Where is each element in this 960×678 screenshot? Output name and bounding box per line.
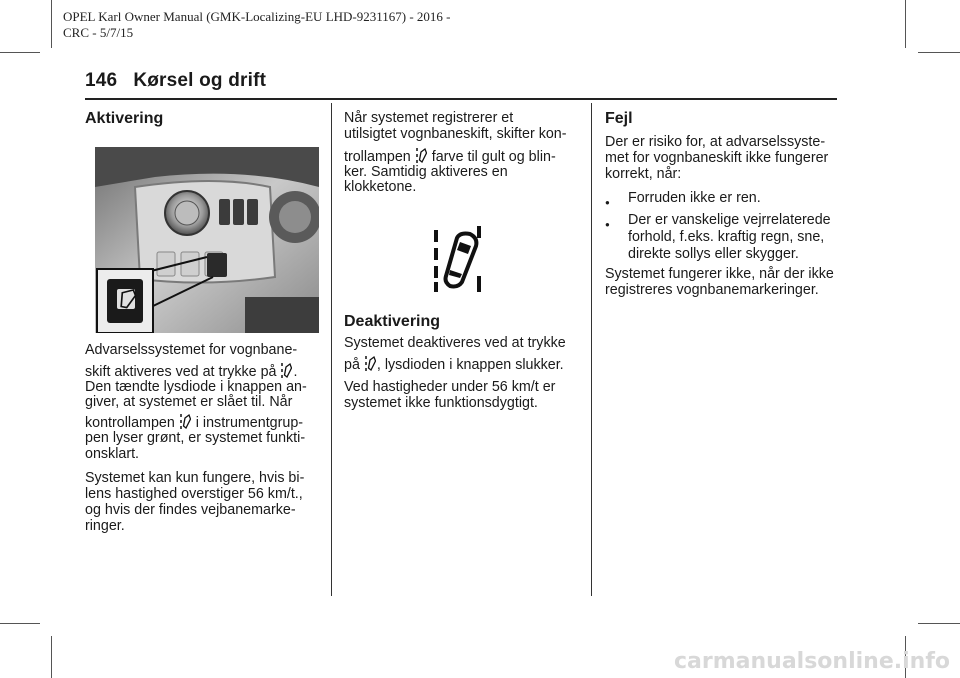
column-divider [331,103,332,596]
paragraph: systemet ikke funktionsdygtigt. [344,395,538,411]
crop-mark [918,52,960,53]
paragraph: lens hastighed overstiger 56 km/t., [85,486,303,502]
paragraph: klokketone. [344,179,417,195]
lane-departure-icon [180,412,191,430]
crop-mark [918,623,960,624]
paragraph: på , lysdioden i knappen slukker. [344,354,564,374]
paragraph: Systemet fungerer ikke, når der ikke [605,266,834,282]
crop-mark [51,0,52,48]
paragraph: pen lyser grønt, er systemet funkti- [85,430,306,446]
paragraph: Systemet deaktiveres ved at trykke [344,335,566,351]
meta-line-2: CRC - 5/7/15 [63,25,134,40]
paragraph: skift aktiveres ved at trykke på . [85,361,297,381]
paragraph: Når systemet registrerer et [344,110,514,126]
paragraph: met for vognbaneskift ikke fungerer [605,150,829,166]
paragraph: registreres vognbanemarkeringer. [605,282,819,298]
crop-mark [51,636,52,678]
paragraph: og hvis der findes vejbanemarke- [85,502,296,518]
list-item: ● Der er vanskelige vejrrelaterede forhold, f.eks. kraftig regn, sne, direkte sollys eller skygger. [605,212,831,262]
paragraph: ringer. [85,518,125,534]
switch-panel-photo [95,147,319,333]
paragraph: onsklart. [85,446,140,462]
page-heading [85,70,266,92]
document-meta [63,9,583,41]
paragraph: Systemet kan kun fungere, hvis bi- [85,470,305,486]
column-divider [591,103,592,596]
lane-departure-icon [281,361,292,379]
paragraph: Advarselssystemet for vognbane- [85,342,298,358]
crop-mark [0,623,40,624]
paragraph: Der er risiko for, at advarselssyste- [605,134,826,150]
paragraph: giver, at systemet er slået til. Når [85,394,293,410]
section-heading-deaktivering: Deaktivering [344,313,441,330]
list-item: ● Forruden ikke er ren. [605,190,845,207]
page-number: 146 [85,70,118,91]
lane-departure-icon [365,354,376,372]
bullet-icon: ● [605,198,610,207]
paragraph: kontrollampen i instrumentgrup- [85,412,303,432]
dashboard-switch-illustration [95,147,319,333]
crop-mark [0,52,40,53]
paragraph: Ved hastigheder under 56 km/t er [344,379,556,395]
meta-line-1: OPEL Karl Owner Manual (GMK-Localizing-EU LHD-9231167) - 2016 - [63,9,451,24]
paragraph: ker. Samtidig aktiveres en [344,164,508,180]
bullet-icon: ● [605,220,610,229]
paragraph: utilsigtet vognbaneskift, skifter kon- [344,126,567,142]
lane-departure-icon [416,146,427,164]
watermark: carmanualsonline.info [674,649,950,674]
section-heading-aktivering: Aktivering [85,110,164,127]
paragraph: trollampen farve til gult og blin- [344,146,556,166]
crop-mark [905,0,906,48]
paragraph: Den tændte lysdiode i knappen an- [85,379,307,395]
lane-departure-symbol [430,226,490,294]
section-title: Kørsel og drift [133,70,267,91]
paragraph: korrekt, når: [605,166,682,182]
heading-rule [85,98,837,100]
section-heading-fejl: Fejl [605,110,633,127]
